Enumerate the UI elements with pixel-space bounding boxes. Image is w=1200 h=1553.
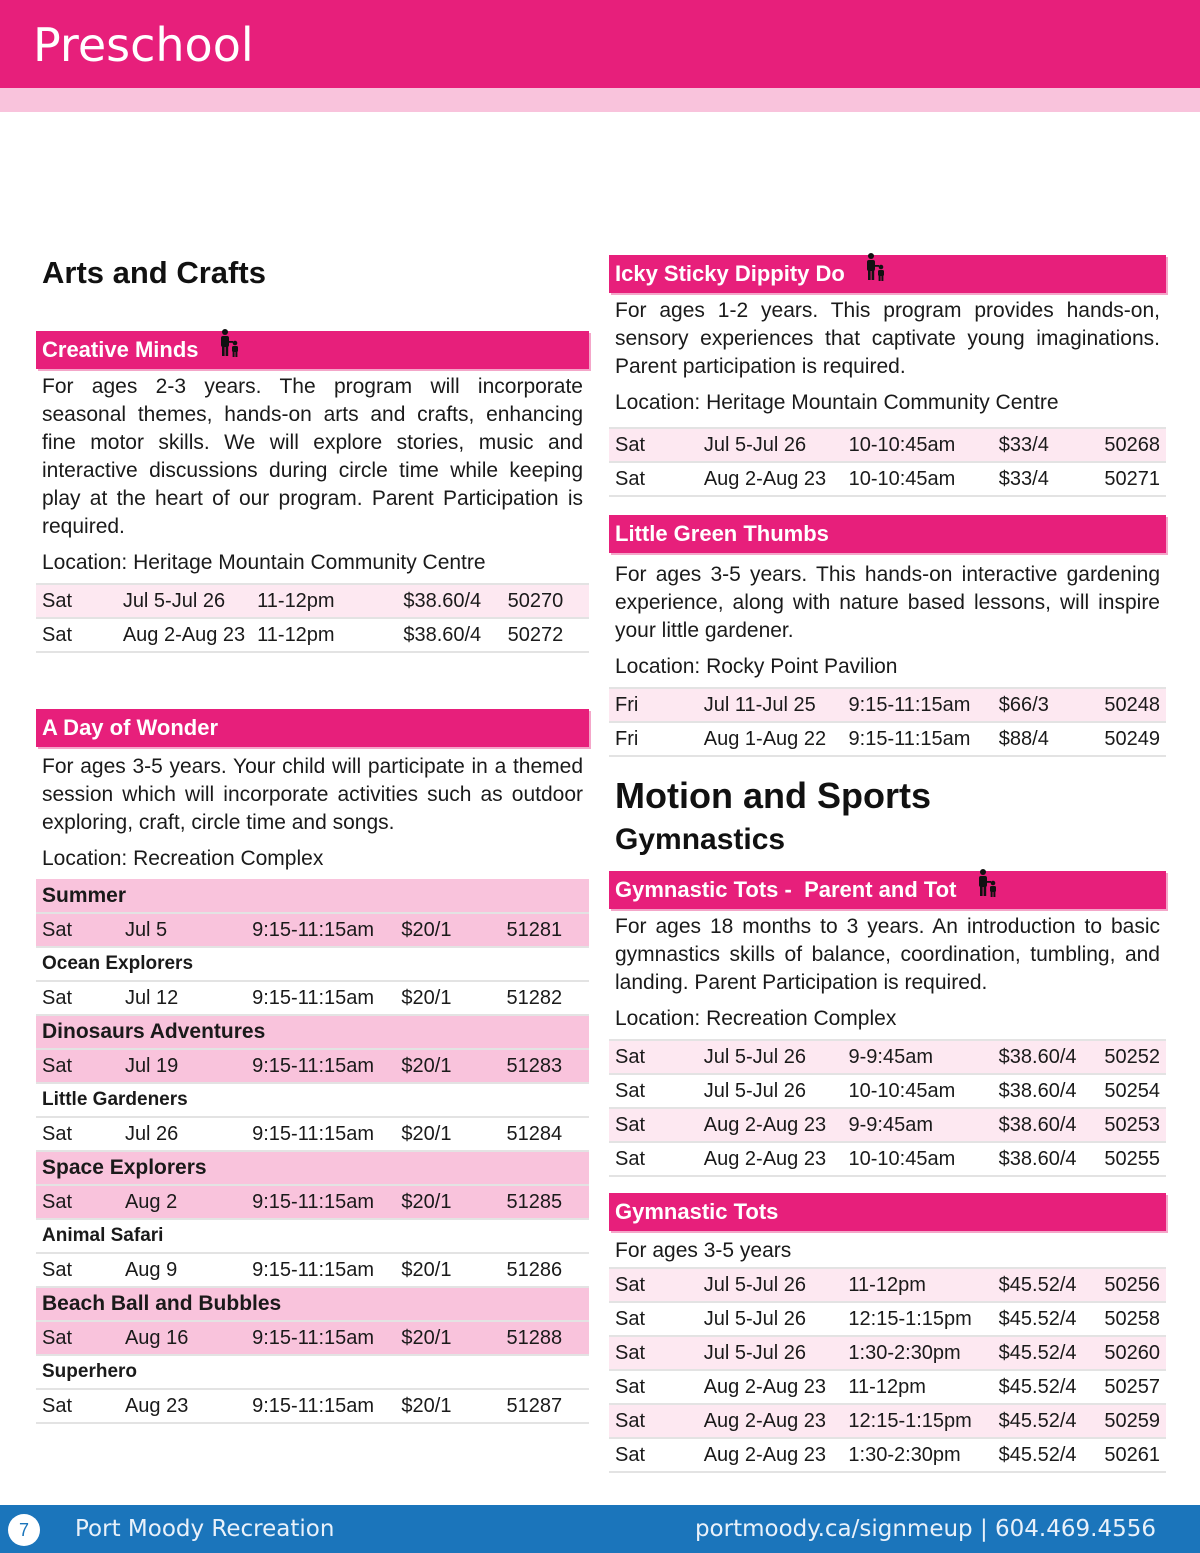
table-row: [609, 1404, 1166, 1438]
program-title-gym-parent-tot: [609, 871, 1166, 909]
course-code-cell: 50256: [1098, 1268, 1166, 1302]
program-description: For ages 1-2 years. This program provides hands-on, sensory experiences that captivate young imaginations. Parent participation is required.: [615, 299, 1160, 378]
day-cell: Sat: [609, 1302, 698, 1336]
session-name: Ocean Explorers: [36, 947, 589, 981]
day-cell: Sat: [609, 1268, 698, 1302]
dates-cell: Aug 2-Aug 23: [698, 1108, 843, 1142]
program-title-text: Gymnastic Tots: [615, 1199, 779, 1224]
session-header-row: [36, 1015, 589, 1049]
fee-cell: $20/1: [395, 1321, 500, 1355]
program-title-text: A Day of Wonder: [42, 715, 219, 740]
fee-cell: $38.60/4: [397, 584, 501, 618]
day-cell: Sat: [609, 1040, 698, 1074]
table-row: [609, 722, 1166, 756]
time-cell: 11-12pm: [251, 618, 397, 652]
fee-cell: $88/4: [993, 722, 1099, 756]
schedule-table-gym-parent-tot: [609, 1039, 1166, 1177]
day-cell: Sat: [36, 1321, 119, 1355]
course-code-cell: 50258: [1098, 1302, 1166, 1336]
course-code-cell: 51286: [500, 1253, 589, 1287]
course-code-cell: 50253: [1098, 1108, 1166, 1142]
fee-cell: $45.52/4: [993, 1302, 1099, 1336]
dates-cell: Aug 16: [119, 1321, 246, 1355]
dates-cell: Jul 11-Jul 25: [698, 688, 843, 722]
day-cell: Sat: [609, 462, 698, 496]
day-cell: Fri: [609, 688, 698, 722]
program-location: Location: Heritage Mountain Community Centre: [42, 551, 486, 574]
time-cell: 9-9:45am: [843, 1040, 993, 1074]
table-row: [36, 1049, 589, 1083]
day-cell: Sat: [36, 1253, 119, 1287]
dates-cell: Aug 2-Aug 23: [698, 1142, 843, 1176]
time-cell: 10-10:45am: [843, 1074, 993, 1108]
day-cell: Sat: [609, 1336, 698, 1370]
fee-cell: $20/1: [395, 981, 500, 1015]
program-title-little-green-thumbs: [609, 515, 1166, 553]
program-title-text: Little Green Thumbs: [615, 521, 829, 546]
session-name: Little Gardeners: [36, 1083, 589, 1117]
right-column: [609, 255, 1166, 1473]
table-row: [609, 1438, 1166, 1472]
session-header-row: [36, 1355, 589, 1389]
time-cell: 12:15-1:15pm: [842, 1302, 992, 1336]
course-code-cell: 50271: [1098, 462, 1166, 496]
day-cell: Sat: [36, 584, 117, 618]
program-description: For ages 18 months to 3 years. An introduction to basic gymnastics skills of balance, coordination, tumbling, and landing. Parent Participation is required.: [615, 915, 1160, 994]
course-code-cell: 51282: [500, 981, 589, 1015]
table-row: [36, 913, 589, 947]
table-row: [609, 1142, 1166, 1176]
course-code-cell: 51285: [500, 1185, 589, 1219]
fee-cell: $45.52/4: [993, 1370, 1099, 1404]
time-cell: 9:15-11:15am: [246, 1117, 395, 1151]
program-description: For ages 3-5 years: [615, 1239, 792, 1262]
page-title: Preschool: [33, 18, 254, 72]
time-cell: 1:30-2:30pm: [842, 1336, 992, 1370]
time-cell: 1:30-2:30pm: [842, 1438, 992, 1472]
time-cell: 9:15-11:15am: [246, 1253, 395, 1287]
time-cell: 9:15-11:15am: [246, 1321, 395, 1355]
dates-cell: Aug 1-Aug 22: [698, 722, 843, 756]
day-cell: Sat: [36, 1185, 119, 1219]
table-row: [609, 1370, 1166, 1404]
fee-cell: $38.60/4: [397, 618, 501, 652]
table-row: [609, 1302, 1166, 1336]
course-code-cell: 51288: [500, 1321, 589, 1355]
header-stripe: [0, 88, 1200, 112]
dates-cell: Aug 23: [119, 1389, 246, 1423]
dates-cell: Aug 2-Aug 23: [698, 1404, 843, 1438]
day-cell: Sat: [609, 1438, 698, 1472]
fee-cell: $45.52/4: [993, 1438, 1099, 1472]
session-name: Space Explorers: [36, 1151, 589, 1185]
dates-cell: Jul 5-Jul 26: [698, 1302, 843, 1336]
fee-cell: $20/1: [395, 1185, 500, 1219]
table-row: [609, 1336, 1166, 1370]
course-code-cell: 51284: [500, 1117, 589, 1151]
program-location: Location: Heritage Mountain Community Centre: [615, 391, 1059, 414]
day-cell: Sat: [36, 913, 119, 947]
dates-cell: Jul 26: [119, 1117, 246, 1151]
program-title-day-of-wonder: [36, 709, 589, 747]
schedule-table-icky-sticky: [609, 427, 1166, 497]
program-title-text: Icky Sticky Dippity Do: [615, 261, 845, 286]
dates-cell: Aug 2-Aug 23: [698, 1438, 843, 1472]
table-row: [36, 584, 589, 618]
session-header-row: [36, 1083, 589, 1117]
page-header: [0, 0, 1200, 88]
fee-cell: $33/4: [993, 462, 1099, 496]
fee-cell: $38.60/4: [993, 1108, 1099, 1142]
table-row: [36, 1253, 589, 1287]
subsection-title-gymnastics: Gymnastics: [615, 823, 786, 856]
session-name: Animal Safari: [36, 1219, 589, 1253]
table-row: [36, 1117, 589, 1151]
program-description: For ages 3-5 years. This hands-on interactive gardening experience, along with nature based lessons, will inspire your little gardener.: [615, 563, 1160, 642]
dates-cell: Aug 2: [119, 1185, 246, 1219]
schedule-table-green-thumbs: [609, 687, 1166, 757]
dates-cell: Jul 5-Jul 26: [698, 428, 843, 462]
course-code-cell: 50272: [502, 618, 589, 652]
course-code-cell: 50268: [1098, 428, 1166, 462]
time-cell: 11-12pm: [251, 584, 397, 618]
fee-cell: $66/3: [993, 688, 1099, 722]
time-cell: 12:15-1:15pm: [842, 1404, 992, 1438]
time-cell: 10-10:45am: [843, 1142, 993, 1176]
program-description: For ages 2-3 years. The program will incorporate seasonal themes, hands-on arts and crafts, enhancing fine motor skills. We will explore stories, music and interactive discussions during circle time while keeping play at the heart of our program. Parent Participation is required.: [42, 375, 583, 538]
program-title-text: Creative Minds: [42, 337, 199, 362]
fee-cell: $20/1: [395, 1253, 500, 1287]
dates-cell: Jul 5-Jul 26: [117, 584, 251, 618]
time-cell: 11-12pm: [842, 1370, 992, 1404]
time-cell: 9-9:45am: [843, 1108, 993, 1142]
day-cell: Sat: [609, 1142, 698, 1176]
fee-cell: $20/1: [395, 1049, 500, 1083]
program-location: Location: Rocky Point Pavilion: [615, 655, 898, 678]
table-row: [36, 1185, 589, 1219]
time-cell: 9:15-11:15am: [246, 1389, 395, 1423]
page-number: 7: [8, 1514, 40, 1546]
footer-contact: portmoody.ca/signmeup | 604.469.4556: [694, 1516, 1156, 1542]
fee-cell: $38.60/4: [993, 1142, 1099, 1176]
table-row: [609, 1108, 1166, 1142]
fee-cell: $45.52/4: [993, 1268, 1099, 1302]
course-code-cell: 50270: [502, 584, 589, 618]
section-title-motion-sports: Motion and Sports: [615, 775, 931, 816]
table-row: [609, 1040, 1166, 1074]
fee-cell: $20/1: [395, 1389, 500, 1423]
session-header-row: [36, 1219, 589, 1253]
day-cell: Sat: [609, 428, 698, 462]
schedule-table-creative-minds: [36, 583, 589, 653]
course-code-cell: 51287: [500, 1389, 589, 1423]
program-description: For ages 3-5 years. Your child will participate in a themed session which will incorporate activities such as outdoor exploring, craft, circle time and songs.: [42, 755, 583, 834]
fee-cell: $20/1: [395, 913, 500, 947]
dates-cell: Jul 5-Jul 26: [698, 1040, 843, 1074]
day-cell: Sat: [609, 1404, 698, 1438]
dates-cell: Jul 5-Jul 26: [698, 1336, 843, 1370]
table-row: [609, 428, 1166, 462]
time-cell: 10-10:45am: [843, 428, 993, 462]
session-name: Summer: [36, 879, 589, 913]
program-title-text: Gymnastic Tots - Parent and Tot: [615, 877, 957, 902]
table-row: [36, 1389, 589, 1423]
table-row: [609, 462, 1166, 496]
fee-cell: $38.60/4: [993, 1040, 1099, 1074]
program-title-creative-minds: [36, 331, 589, 369]
dates-cell: Aug 2-Aug 23: [698, 1370, 843, 1404]
section-title-arts-crafts: Arts and Crafts: [42, 255, 266, 290]
table-row: [36, 618, 589, 652]
day-cell: Sat: [36, 1049, 119, 1083]
dates-cell: Aug 2-Aug 23: [117, 618, 251, 652]
day-cell: Sat: [609, 1074, 698, 1108]
session-header-row: [36, 879, 589, 913]
day-cell: Sat: [609, 1370, 698, 1404]
page-footer: [0, 1505, 1200, 1553]
time-cell: 11-12pm: [842, 1268, 992, 1302]
day-cell: Sat: [36, 1117, 119, 1151]
day-cell: Fri: [609, 722, 698, 756]
day-cell: Sat: [609, 1108, 698, 1142]
time-cell: 9:15-11:15am: [843, 688, 993, 722]
dates-cell: Jul 19: [119, 1049, 246, 1083]
schedule-table-day-of-wonder: [36, 879, 589, 1424]
parent-tot-icon: [219, 329, 241, 369]
dates-cell: Aug 2-Aug 23: [698, 462, 843, 496]
table-row: [609, 688, 1166, 722]
course-code-cell: 50259: [1098, 1404, 1166, 1438]
session-header-row: [36, 1151, 589, 1185]
fee-cell: $45.52/4: [993, 1336, 1099, 1370]
course-code-cell: 50261: [1098, 1438, 1166, 1472]
day-cell: Sat: [36, 981, 119, 1015]
course-code-cell: 50249: [1098, 722, 1166, 756]
program-location: Location: Recreation Complex: [615, 1007, 897, 1030]
program-title-icky-sticky: [609, 255, 1166, 293]
left-column: [36, 255, 589, 1424]
day-cell: Sat: [36, 1389, 119, 1423]
dates-cell: Jul 5-Jul 26: [698, 1268, 843, 1302]
session-header-row: [36, 947, 589, 981]
table-row: [36, 981, 589, 1015]
course-code-cell: 50260: [1098, 1336, 1166, 1370]
session-name: Superhero: [36, 1355, 589, 1389]
course-code-cell: 50252: [1098, 1040, 1166, 1074]
parent-tot-icon: [977, 869, 999, 909]
course-code-cell: 50257: [1098, 1370, 1166, 1404]
parent-tot-icon: [865, 253, 887, 293]
session-name: Dinosaurs Adventures: [36, 1015, 589, 1049]
day-cell: Sat: [36, 618, 117, 652]
course-code-cell: 50254: [1098, 1074, 1166, 1108]
table-row: [609, 1074, 1166, 1108]
table-row: [36, 1321, 589, 1355]
schedule-table-gym-tots: [609, 1267, 1166, 1473]
time-cell: 9:15-11:15am: [246, 1049, 395, 1083]
dates-cell: Jul 5-Jul 26: [698, 1074, 843, 1108]
dates-cell: Jul 5: [119, 913, 246, 947]
course-code-cell: 50255: [1098, 1142, 1166, 1176]
dates-cell: Jul 12: [119, 981, 246, 1015]
time-cell: 10-10:45am: [843, 462, 993, 496]
time-cell: 9:15-11:15am: [246, 1185, 395, 1219]
footer-org-name: Port Moody Recreation: [75, 1516, 335, 1542]
program-title-gym-tots: [609, 1193, 1166, 1231]
fee-cell: $38.60/4: [993, 1074, 1099, 1108]
session-header-row: [36, 1287, 589, 1321]
dates-cell: Aug 9: [119, 1253, 246, 1287]
fee-cell: $20/1: [395, 1117, 500, 1151]
time-cell: 9:15-11:15am: [246, 981, 395, 1015]
course-code-cell: 50248: [1098, 688, 1166, 722]
course-code-cell: 51283: [500, 1049, 589, 1083]
table-row: [609, 1268, 1166, 1302]
time-cell: 9:15-11:15am: [843, 722, 993, 756]
program-location: Location: Recreation Complex: [42, 847, 324, 870]
session-name: Beach Ball and Bubbles: [36, 1287, 589, 1321]
course-code-cell: 51281: [500, 913, 589, 947]
time-cell: 9:15-11:15am: [246, 913, 395, 947]
fee-cell: $45.52/4: [993, 1404, 1099, 1438]
fee-cell: $33/4: [993, 428, 1099, 462]
